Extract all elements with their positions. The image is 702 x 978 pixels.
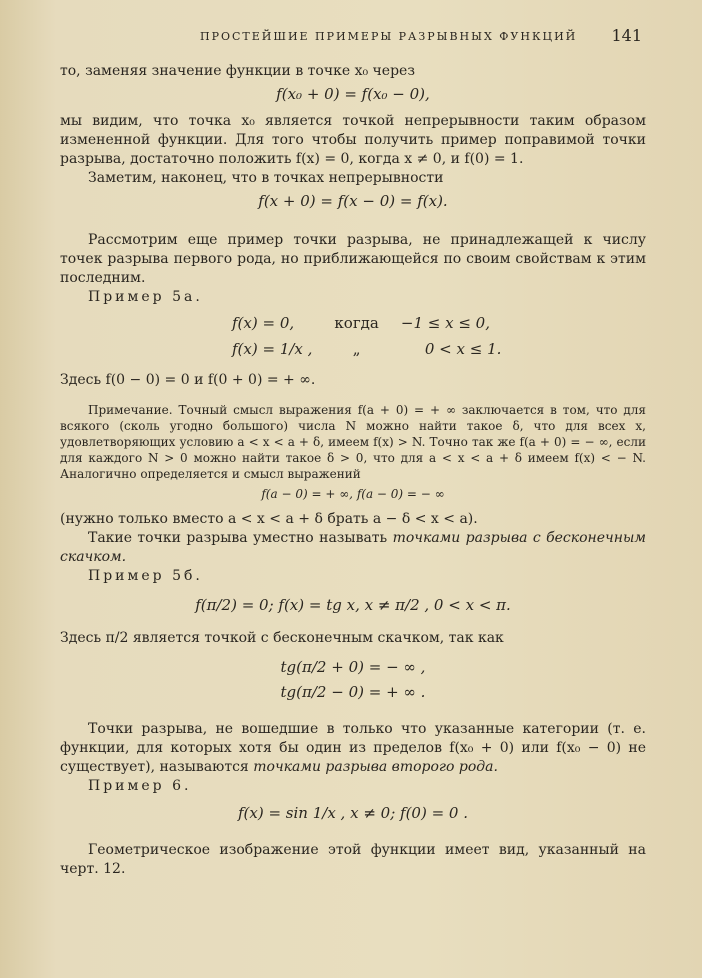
paragraph: Геометрическое изображение этой функции имеет вид, указанный на черт. 12. <box>60 842 646 877</box>
formula: tg(π/2 + 0) = − ∞ , <box>280 658 426 676</box>
paragraph: (нужно только вместо a < x < a + δ брать a − δ < x < a). <box>60 511 478 527</box>
paragraph-text: Такие точки разрыва уместно называть <box>88 530 388 546</box>
paragraph: Здесь f(0 − 0) = 0 и f(0 + 0) = + ∞. <box>60 372 316 388</box>
note: Примечание. Точный смысл выражения f(a + 0) = + ∞ заключается в том, что для всякого (сколь угодно большого) числа N можно найти такое δ, что для всех x, удовлетворяющих условию a < x < a + δ, имеем f(x) > N. Точно так же f(a + 0) = − ∞, если для каждого N > 0 можно найти такое δ > 0, что для a < x < a + δ имеем f(x) < − N. Аналогично определяется и смысл выражений <box>60 403 646 481</box>
example-heading: Пример 5б. <box>88 568 203 584</box>
page-body <box>60 62 646 879</box>
running-title: ПРОСТЕЙШИЕ ПРИМЕРЫ РАЗРЫВНЫХ ФУНКЦИЙ <box>200 30 578 43</box>
formula: f(x + 0) = f(x − 0) = f(x). <box>258 192 448 210</box>
paragraph: мы видим, что точка x₀ является точкой непрерывности таким образом измененной функции. Для того чтобы получить пример поправимой точки разрыва, достаточно положить f(x) = 0, когда x ≠ 0, и f(0) = 1. <box>60 113 646 167</box>
case-word: „ <box>352 340 361 358</box>
running-header <box>60 26 642 48</box>
case-function: f(x) = 1/x , <box>232 340 313 358</box>
formula: f(a − 0) = + ∞, f(a − 0) = − ∞ <box>261 487 445 501</box>
case-condition: −1 ≤ x ≤ 0, <box>400 314 490 332</box>
example-heading: Пример 5а. <box>88 289 203 305</box>
paragraph: Здесь π/2 является точкой с бесконечным скачком, так как <box>60 630 504 646</box>
paragraph: Рассмотрим еще пример точки разрыва, не принадлежащей к числу точек разрыва первого рода, но приближающейся по своим свойствам к этим последним. <box>60 232 646 286</box>
paragraph <box>60 720 646 777</box>
term: точками разрыва с бесконечным скачком. <box>60 530 646 565</box>
case-condition: 0 < x ≤ 1. <box>424 340 502 358</box>
formula: f(x₀ + 0) = f(x₀ − 0), <box>276 85 430 103</box>
formula: f(π/2) = 0; f(x) = tg x, x ≠ π/2 , 0 < x < π. <box>195 596 511 614</box>
paragraph: Заметим, наконец, что в точках непрерывности <box>88 170 444 186</box>
paragraph-text: Точки разрыва, не вошедшие в только что указанные категории (т. е. функции, для которых хотя бы один из пределов f(x₀ + 0) или f(x₀ − 0) не существует), называются <box>60 721 646 775</box>
piecewise-definition <box>220 309 513 363</box>
formula: f(x) = sin 1/x , x ≠ 0; f(0) = 0 . <box>237 804 469 822</box>
page-number: 141 <box>611 26 642 45</box>
term: точками разрыва второго рода. <box>253 759 498 775</box>
example-heading: Пример 6. <box>88 778 192 794</box>
paragraph <box>60 529 646 567</box>
case-function: f(x) = 0, <box>232 314 295 332</box>
paragraph: то, заменяя значение функции в точке x₀ через <box>60 63 415 79</box>
formula: tg(π/2 − 0) = + ∞ . <box>280 683 426 701</box>
case-word: когда <box>334 314 379 332</box>
